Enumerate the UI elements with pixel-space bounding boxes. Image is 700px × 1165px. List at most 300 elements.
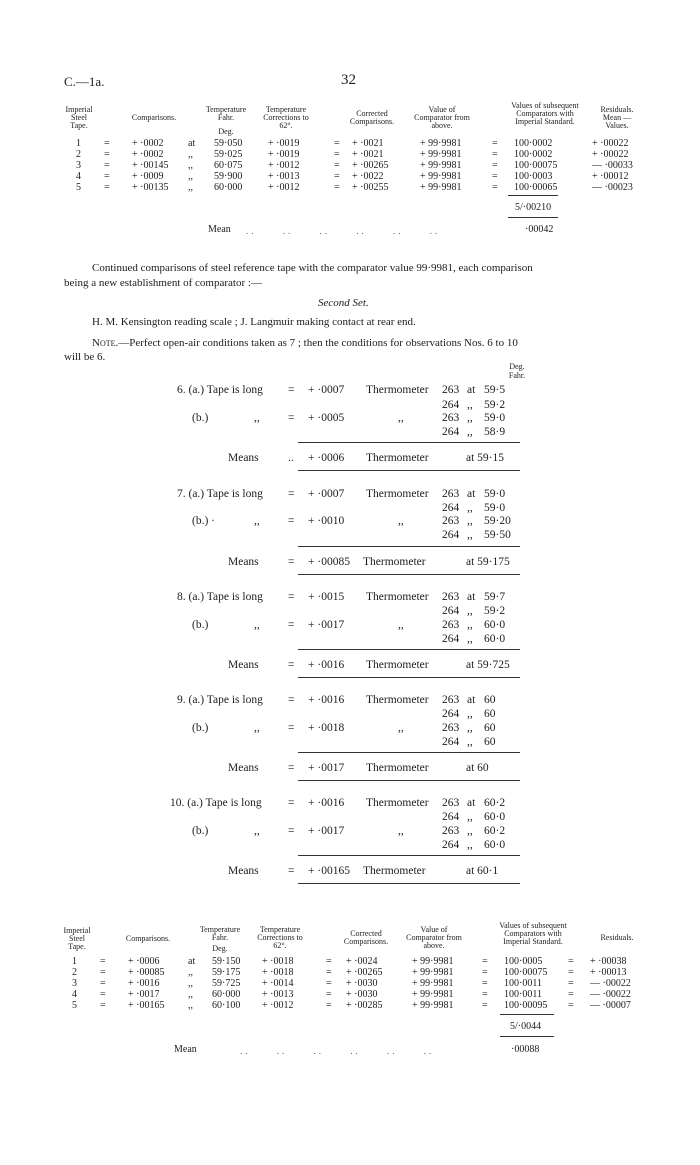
note-label: Note. (92, 337, 119, 349)
thermometer-number: 263 (442, 412, 460, 424)
row-comparator: + 99·9981 (412, 956, 454, 967)
header-corrections: Temperature Corrections to 62°. (263, 105, 309, 130)
thermometer-number: 263 (442, 825, 460, 837)
ditto-mark: ,, (254, 825, 260, 837)
row-equals: = (104, 182, 110, 193)
row-equals: = (104, 171, 110, 182)
row-residual: — ·00033 (592, 160, 633, 171)
header-comparisons: Comparisons. (125, 934, 171, 943)
row-comparator: + 99·9981 (412, 978, 454, 989)
row-corrected: + ·0024 (346, 956, 378, 967)
means-rule (298, 442, 520, 443)
thermometer-number: 263 (442, 515, 460, 527)
row-number: 3 (76, 160, 81, 171)
dot-leader: .. .. .. .. .. .. (246, 226, 441, 236)
row-at: at (188, 138, 196, 149)
ditto-mark: ,, (254, 515, 260, 527)
row-corrected: + ·0030 (346, 989, 378, 1000)
reading-temperature: 60 (484, 736, 496, 748)
row-number: 2 (76, 149, 81, 160)
row-comparator: + 99·9981 (420, 160, 462, 171)
reading-temperature: 58·9 (484, 426, 506, 438)
row-comparator: + 99·9981 (412, 967, 454, 978)
header-corrected: Corrected Comparisons. (349, 109, 395, 126)
row-number: 4 (76, 171, 81, 182)
equals-sign: = (288, 825, 295, 837)
row-at: ,, (188, 182, 193, 193)
row-correction: + ·0012 (268, 182, 300, 193)
reading-temperature: 59·20 (484, 515, 511, 527)
ditto-mark: ,, (254, 722, 260, 734)
thermometer-label: Thermometer (366, 797, 429, 809)
observation-value: + ·0018 (308, 722, 345, 734)
ditto-mark: ,, (398, 619, 404, 631)
row-equals: = (482, 967, 488, 978)
row-correction: + ·0018 (262, 967, 294, 978)
row-residual: — ·00007 (590, 1000, 631, 1011)
means-temperature: at 59·175 (466, 556, 510, 568)
row-equals: = (492, 149, 498, 160)
row-at: ,, (188, 967, 193, 978)
row-value: 100·0002 (514, 149, 553, 160)
header-deg: Deg. (212, 944, 228, 953)
reading-temperature: 59·50 (484, 529, 511, 541)
thermometer-number: 264 (442, 736, 460, 748)
reading-temperature: 59·2 (484, 605, 506, 617)
row-corrected: + ·0021 (352, 149, 384, 160)
row-number: 5 (76, 182, 81, 193)
row-temperature: 59·900 (214, 171, 243, 182)
row-equals: = (492, 182, 498, 193)
thermometer-label: Thermometer (366, 384, 429, 396)
means-rule (298, 855, 520, 856)
reading-temperature: 59·0 (484, 502, 506, 514)
means-thermometer: Thermometer (363, 865, 426, 877)
row-number: 4 (72, 989, 77, 1000)
header-residuals: Residuals. Mean — Values. (600, 105, 634, 130)
row-equals: = (326, 989, 332, 1000)
reading-temperature: 60·0 (484, 839, 506, 851)
sum-rule (508, 195, 558, 196)
thermometer-number: 263 (442, 619, 460, 631)
row-comparator: + 99·9981 (412, 1000, 454, 1011)
row-value: 100·00075 (514, 160, 558, 171)
row-equals: = (482, 978, 488, 989)
row-temperature: 60·100 (212, 1000, 241, 1011)
reading-at: ,, (467, 529, 473, 541)
row-equals: = (334, 182, 340, 193)
observation-value: + ·0017 (308, 619, 345, 631)
intro-line-2: being a new establishment of comparator :— (64, 277, 262, 289)
row-temperature: 60·000 (212, 989, 241, 1000)
means-rule (298, 677, 520, 678)
means-rule (298, 780, 520, 781)
row-number: 1 (72, 956, 77, 967)
row-residual: + ·00038 (590, 956, 627, 967)
thermometer-number: 263 (442, 722, 460, 734)
means-label: Means (228, 556, 259, 568)
means-temperature: at 60 (466, 762, 489, 774)
means-rule (298, 883, 520, 884)
reading-at: ,, (467, 605, 473, 617)
part-b-label: (b.) (192, 412, 209, 424)
header-comparisons: Comparisons. (131, 113, 177, 122)
means-rule (298, 470, 520, 471)
observation-value: + ·0015 (308, 591, 345, 603)
reading-at: ,, (467, 708, 473, 720)
row-equals: = (326, 1000, 332, 1011)
row-equals: = (100, 978, 106, 989)
ditto-mark: ,, (398, 722, 404, 734)
row-comparator: + 99·9981 (420, 171, 462, 182)
row-correction: + ·0013 (268, 171, 300, 182)
header-comparator: Value of Comparator from above. (414, 105, 470, 130)
reading-at: ,, (467, 619, 473, 631)
fahr-header: Fahr. (508, 371, 526, 380)
equals-sign: = (288, 722, 295, 734)
means-value: + ·0006 (308, 452, 345, 464)
means-label: Means (228, 452, 259, 464)
observation-value: + ·0016 (308, 797, 345, 809)
means-temperature: at 60·1 (466, 865, 499, 877)
row-corrected: + ·00265 (352, 160, 389, 171)
row-comparison: + ·00085 (128, 967, 165, 978)
reading-at: ,, (467, 426, 473, 438)
row-temperature: 60·000 (214, 182, 243, 193)
thermometer-number: 264 (442, 605, 460, 617)
reading-at: ,, (467, 502, 473, 514)
observers-line: H. M. Kensington reading scale ; J. Langmuir making contact at rear end. (92, 316, 416, 328)
reading-temperature: 59·2 (484, 399, 506, 411)
ditto-mark: ,, (254, 619, 260, 631)
means-temperature: at 59·725 (466, 659, 510, 671)
reading-at: ,, (467, 811, 473, 823)
equals-sign: = (288, 515, 295, 527)
observation-value: + ·0016 (308, 694, 345, 706)
row-equals: = (100, 956, 106, 967)
row-comparator: + 99·9981 (420, 138, 462, 149)
reading-temperature: 60 (484, 722, 496, 734)
thermometer-number: 263 (442, 488, 460, 500)
reading-temperature: 59·7 (484, 591, 506, 603)
reading-temperature: 59·0 (484, 488, 506, 500)
table2-mean-value: ·00088 (511, 1044, 540, 1055)
row-equals: = (568, 967, 574, 978)
sum-rule (500, 1036, 554, 1037)
reading-at: ,, (467, 399, 473, 411)
note-text: —Perfect open-air conditions taken as 7 ; then the conditions for observations Nos. 6 to 10 (118, 337, 518, 349)
row-equals: = (104, 149, 110, 160)
means-value: + ·00165 (308, 865, 350, 877)
observation-value: + ·0007 (308, 488, 345, 500)
thermometer-number: 263 (442, 797, 460, 809)
row-equals: = (492, 171, 498, 182)
row-corrected: + ·0030 (346, 978, 378, 989)
equals-sign: = (288, 619, 295, 631)
thermometer-number: 264 (442, 708, 460, 720)
reading-at: ,, (467, 839, 473, 851)
row-equals: = (492, 138, 498, 149)
row-value: 100·00095 (504, 1000, 548, 1011)
row-value: 100·0002 (514, 138, 553, 149)
row-correction: + ·0012 (262, 1000, 294, 1011)
part-b-label: (b.) · (192, 515, 215, 527)
means-rule (298, 574, 520, 575)
row-comparison: + ·0017 (128, 989, 160, 1000)
part-b-label: (b.) (192, 722, 209, 734)
row-comparison: + ·0006 (128, 956, 160, 967)
row-equals: = (334, 160, 340, 171)
means-value: + ·0016 (308, 659, 345, 671)
row-temperature: 59·175 (212, 967, 241, 978)
means-thermometer: Thermometer (363, 556, 426, 568)
row-corrected: + ·00265 (346, 967, 383, 978)
observation-label: 10. (a.) Tape is long (170, 797, 262, 809)
sum-rule (500, 1014, 554, 1015)
header-residuals: Residuals. (600, 933, 634, 942)
observation-label: 6. (a.) Tape is long (177, 384, 263, 396)
thermometer-number: 263 (442, 591, 460, 603)
thermometer-number: 264 (442, 426, 460, 438)
thermometer-number: 264 (442, 839, 460, 851)
part-b-label: (b.) (192, 619, 209, 631)
second-set-heading: Second Set. (318, 297, 369, 309)
thermometer-number: 263 (442, 694, 460, 706)
row-comparator: + 99·9981 (420, 182, 462, 193)
row-equals: = (100, 989, 106, 1000)
row-equals: = (568, 1000, 574, 1011)
row-equals: = (482, 1000, 488, 1011)
reading-at: ,, (467, 633, 473, 645)
means-temperature: at 59·15 (466, 452, 505, 464)
row-equals: = (492, 160, 498, 171)
row-comparison: + ·00145 (132, 160, 169, 171)
reading-temperature: 60·2 (484, 825, 506, 837)
observation-value: + ·0007 (308, 384, 345, 396)
row-number: 3 (72, 978, 77, 989)
row-correction: + ·0014 (262, 978, 294, 989)
row-value: 100·0011 (504, 989, 542, 1000)
reading-temperature: 60·2 (484, 797, 506, 809)
means-label: Means (228, 762, 259, 774)
row-equals: = (100, 1000, 106, 1011)
header-corrected: Corrected Comparisons. (343, 929, 389, 946)
row-correction: + ·0019 (268, 149, 300, 160)
reading-at: at (467, 797, 476, 809)
header-values: Values of subsequent Comparators with Imperial Standard. (499, 921, 567, 946)
reading-at: ,, (467, 412, 473, 424)
row-equals: = (104, 160, 110, 171)
observation-label: 7. (a.) Tape is long (177, 488, 263, 500)
reading-temperature: 60·0 (484, 811, 506, 823)
row-at: ,, (188, 989, 193, 1000)
row-at: ,, (188, 160, 193, 171)
row-temperature: 59·025 (214, 149, 243, 160)
means-operator: = (288, 659, 295, 671)
observation-label: 9. (a.) Tape is long (177, 694, 263, 706)
mean-label: Mean (208, 224, 231, 235)
table1-sum: 5/·00210 (515, 202, 552, 213)
row-equals: = (334, 149, 340, 160)
row-temperature: 59·150 (212, 956, 241, 967)
reading-at: ,, (467, 722, 473, 734)
equals-sign: = (288, 488, 295, 500)
row-correction: + ·0018 (262, 956, 294, 967)
thermometer-number: 264 (442, 399, 460, 411)
row-temperature: 59·725 (212, 978, 241, 989)
header-deg: Deg. (218, 127, 234, 136)
row-temperature: 60·075 (214, 160, 243, 171)
row-value: 100·00065 (514, 182, 558, 193)
thermometer-number: 264 (442, 529, 460, 541)
row-equals: = (326, 956, 332, 967)
intro-line-1: Continued comparisons of steel reference tape with the comparator value 99·9981, each comparison (92, 262, 533, 274)
reading-temperature: 60 (484, 708, 496, 720)
thermometer-number: 264 (442, 633, 460, 645)
means-label: Means (228, 865, 259, 877)
row-value: 100·0011 (504, 978, 542, 989)
row-at: ,, (188, 171, 193, 182)
equals-sign: = (288, 797, 295, 809)
row-comparator: + 99·9981 (420, 149, 462, 160)
row-residual: + ·00022 (592, 138, 629, 149)
equals-sign: = (288, 412, 295, 424)
sum-rule (508, 217, 558, 218)
row-residual: + ·00012 (592, 171, 629, 182)
reading-at: ,, (467, 515, 473, 527)
row-at: ,, (188, 149, 193, 160)
row-equals: = (568, 956, 574, 967)
means-operator: = (288, 556, 295, 568)
thermometer-number: 264 (442, 811, 460, 823)
reading-temperature: 59·0 (484, 412, 506, 424)
document-reference: C.—1a. (64, 74, 105, 89)
reading-temperature: 60 (484, 694, 496, 706)
row-correction: + ·0013 (262, 989, 294, 1000)
observation-value: + ·0005 (308, 412, 345, 424)
part-b-label: (b.) (192, 825, 209, 837)
row-corrected: + ·0021 (352, 138, 384, 149)
means-operator: = (288, 762, 295, 774)
row-number: 1 (76, 138, 81, 149)
row-correction: + ·0012 (268, 160, 300, 171)
observation-value: + ·0017 (308, 825, 345, 837)
ditto-mark: ,, (398, 412, 404, 424)
note-line-2: will be 6. (64, 351, 106, 363)
row-equals: = (334, 138, 340, 149)
table1-mean-value: ·00042 (525, 224, 554, 235)
row-value: 100·0005 (504, 956, 543, 967)
header-temperature: Temperature Fahr. (199, 925, 241, 942)
row-residual: — ·00023 (592, 182, 633, 193)
row-equals: = (482, 989, 488, 1000)
row-comparison: + ·0002 (132, 149, 164, 160)
ditto-mark: ,, (398, 825, 404, 837)
equals-sign: = (288, 694, 295, 706)
means-label: Means (228, 659, 259, 671)
header-tape: Imperial Steel Tape. (63, 926, 91, 951)
means-operator: = (288, 865, 295, 877)
header-comparator: Value of Comparator from above. (406, 925, 462, 950)
reading-temperature: 59·5 (484, 384, 506, 396)
thermometer-label: Thermometer (366, 591, 429, 603)
observation-label: 8. (a.) Tape is long (177, 591, 263, 603)
header-corrections: Temperature Corrections to 62°. (257, 925, 303, 950)
row-equals: = (326, 978, 332, 989)
means-rule (298, 649, 520, 650)
row-equals: = (104, 138, 110, 149)
row-comparison: + ·00135 (132, 182, 169, 193)
table2-sum: 5/·0044 (510, 1021, 542, 1032)
thermometer-label: Thermometer (366, 694, 429, 706)
row-number: 5 (72, 1000, 77, 1011)
ditto-mark: ,, (254, 412, 260, 424)
reading-at: at (467, 591, 476, 603)
row-equals: = (326, 967, 332, 978)
header-values: Values of subsequent Comparators with Imperial Standard. (511, 101, 579, 126)
header-temperature: Temperature Fahr. (205, 105, 247, 122)
row-value: 100·0003 (514, 171, 553, 182)
reading-at: ,, (467, 736, 473, 748)
reading-at: at (467, 488, 476, 500)
row-at: at (188, 956, 196, 967)
row-at: ,, (188, 1000, 193, 1011)
means-value: + ·00085 (308, 556, 350, 568)
equals-sign: = (288, 384, 295, 396)
means-thermometer: Thermometer (366, 762, 429, 774)
row-equals: = (568, 978, 574, 989)
row-residual: — ·00022 (590, 978, 631, 989)
reading-temperature: 60·0 (484, 619, 506, 631)
header-tape: Imperial Steel Tape. (65, 105, 93, 130)
row-equals: = (100, 967, 106, 978)
thermometer-number: 263 (442, 384, 460, 396)
row-comparison: + ·0016 (128, 978, 160, 989)
reading-temperature: 60·0 (484, 633, 506, 645)
means-rule (298, 546, 520, 547)
row-corrected: + ·00255 (352, 182, 389, 193)
means-thermometer: Thermometer (366, 659, 429, 671)
thermometer-label: Thermometer (366, 488, 429, 500)
row-residual: + ·00013 (590, 967, 627, 978)
row-equals: = (334, 171, 340, 182)
dot-leader: .. .. .. .. .. .. (240, 1046, 435, 1056)
deg-header: Deg. (509, 362, 525, 371)
row-correction: + ·0019 (268, 138, 300, 149)
row-at: ,, (188, 978, 193, 989)
row-comparison: + ·00165 (128, 1000, 165, 1011)
ditto-mark: ,, (398, 515, 404, 527)
row-value: 100·00075 (504, 967, 548, 978)
equals-sign: = (288, 591, 295, 603)
observation-value: + ·0010 (308, 515, 345, 527)
row-equals: = (568, 989, 574, 1000)
reading-at: ,, (467, 825, 473, 837)
row-residual: — ·00022 (590, 989, 631, 1000)
means-value: + ·0017 (308, 762, 345, 774)
reading-at: at (467, 384, 476, 396)
row-number: 2 (72, 967, 77, 978)
reading-at: at (467, 694, 476, 706)
row-residual: + ·00022 (592, 149, 629, 160)
means-thermometer: Thermometer (366, 452, 429, 464)
page-number: 32 (341, 72, 356, 88)
thermometer-number: 264 (442, 502, 460, 514)
row-corrected: + ·0022 (352, 171, 384, 182)
row-equals: = (482, 956, 488, 967)
mean-label: Mean (174, 1044, 197, 1055)
means-rule (298, 752, 520, 753)
